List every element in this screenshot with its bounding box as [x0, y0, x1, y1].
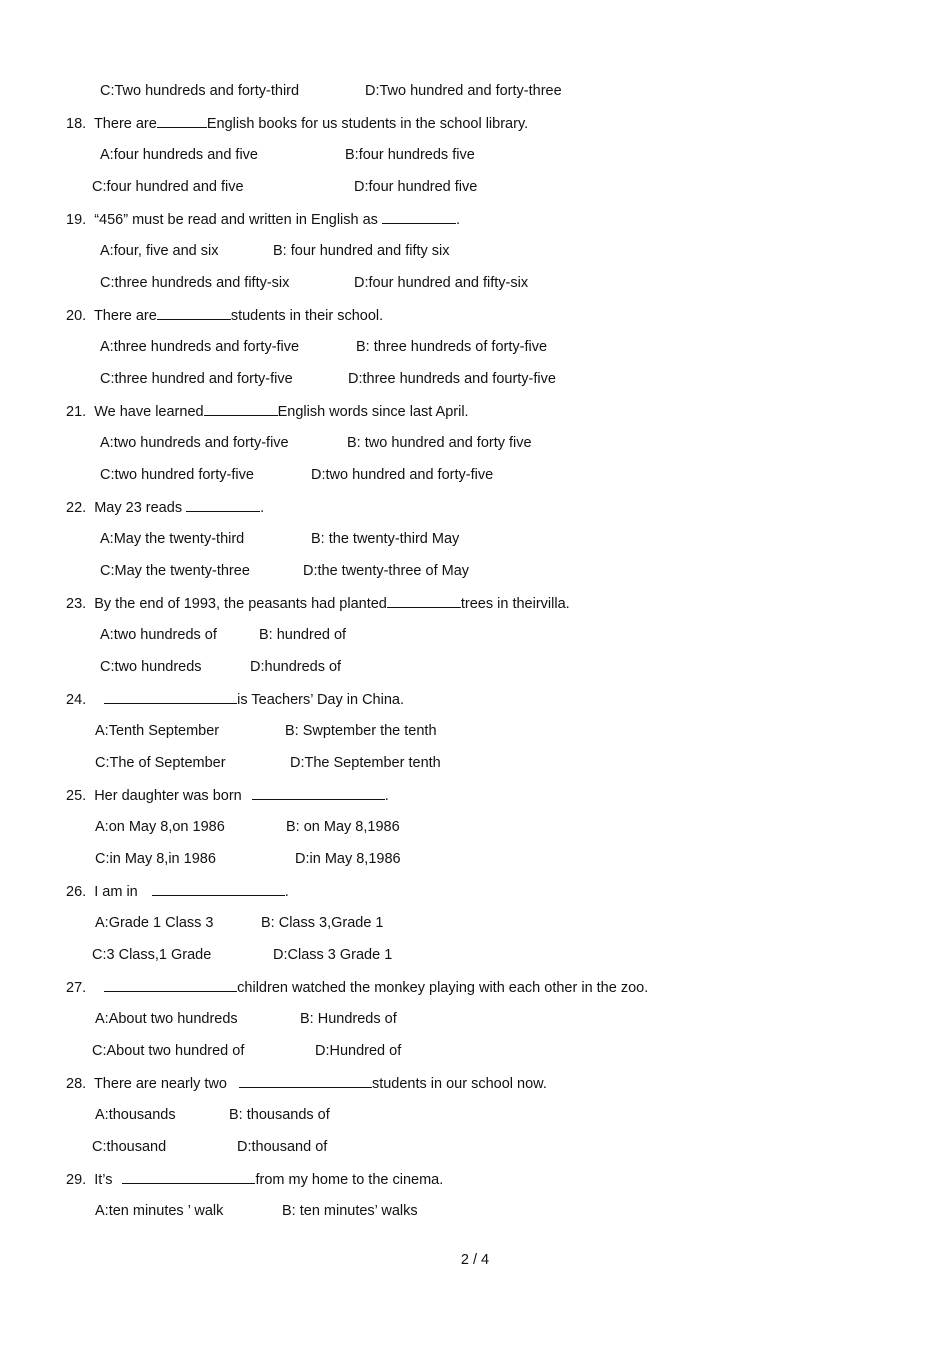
answer-blank: [186, 498, 260, 512]
line-text-after: .: [260, 500, 265, 516]
answer-option: [237, 1138, 327, 1156]
answer-option: [100, 146, 258, 164]
answer-option: [295, 850, 401, 868]
answer-option: [354, 274, 528, 292]
line-text: C:May the twenty-three: [100, 563, 250, 579]
line-text: A:three hundreds and forty-five: [100, 339, 300, 355]
line-text: 20. There are: [66, 308, 157, 324]
question-line: [66, 402, 469, 421]
answer-option: [311, 466, 493, 484]
answer-option: [100, 370, 293, 388]
answer-option: [282, 1202, 418, 1220]
answer-option: [95, 818, 225, 836]
answer-blank: [204, 402, 278, 416]
line-text: D:The September tenth: [290, 755, 441, 771]
question-line: [66, 1170, 443, 1189]
answer-option: [95, 914, 213, 932]
answer-option: [300, 1010, 397, 1028]
answer-option: [259, 626, 346, 644]
answer-blank: [152, 882, 285, 896]
line-text: C:two hundred forty-five: [100, 467, 254, 483]
answer-option: [92, 178, 244, 196]
line-text-after: .: [384, 788, 389, 804]
answer-option: [100, 242, 218, 260]
question-line: [66, 978, 648, 997]
line-text: D:Hundred of: [315, 1043, 402, 1059]
answer-option: [285, 722, 437, 740]
line-text: C:thousand: [92, 1139, 167, 1155]
answer-blank: [157, 306, 231, 320]
line-text: A:four, five and six: [100, 243, 219, 259]
line-text: D:hundreds of: [250, 659, 342, 675]
line-text: D:four hundred five: [354, 179, 478, 195]
line-text: 19. “456” must be read and written in English as: [66, 212, 382, 228]
line-text: B: four hundred and fifty six: [273, 243, 450, 259]
line-text: C:three hundreds and fifty-six: [100, 275, 290, 291]
line-text-after: students in our school now.: [371, 1076, 547, 1092]
line-text-after: from my home to the cinema.: [255, 1172, 444, 1188]
answer-option: [95, 722, 219, 740]
line-text-after: students in their school.: [230, 308, 384, 324]
line-text: A:thousands: [95, 1107, 176, 1123]
answer-blank: [252, 786, 385, 800]
line-text: A:ten minutes ’ walk: [95, 1203, 224, 1219]
question-line: [66, 786, 389, 805]
line-text: A:About two hundreds: [95, 1011, 238, 1027]
line-text: B: Hundreds of: [300, 1011, 397, 1027]
question-line: [66, 210, 460, 229]
question-line: [66, 498, 264, 517]
line-text: C:About two hundred of: [92, 1043, 245, 1059]
line-text: B: three hundreds of forty-five: [356, 339, 548, 355]
answer-option: [345, 146, 475, 164]
answer-option: [273, 242, 450, 260]
line-text-after: is Teachers’ Day in China.: [237, 692, 404, 708]
answer-option: [92, 1042, 244, 1060]
line-text: D:Class 3 Grade 1: [273, 947, 393, 963]
answer-blank: [382, 210, 456, 224]
line-text: B: hundred of: [259, 627, 347, 643]
line-text: A:Grade 1 Class 3: [95, 915, 214, 931]
answer-option: [95, 1010, 238, 1028]
line-text: 24.: [66, 692, 87, 708]
line-text: D:four hundred and fifty-six: [354, 275, 529, 291]
question-line: [66, 882, 289, 901]
line-text-after: trees in theirvilla.: [460, 596, 570, 612]
line-text: 23. By the end of 1993, the peasants had planted: [66, 596, 387, 612]
answer-option: [261, 914, 384, 932]
line-text: A:Tenth September: [95, 723, 220, 739]
answer-option: [356, 338, 547, 356]
answer-option: [92, 1138, 166, 1156]
question-line: [66, 594, 570, 613]
line-text: C:in May 8,in 1986: [95, 851, 216, 867]
answer-option: [286, 818, 400, 836]
line-text: 21. We have learned: [66, 404, 204, 420]
line-text: D:Two hundred and forty-three: [365, 83, 562, 99]
line-text: D:the twenty-three of May: [303, 563, 470, 579]
answer-option: [365, 82, 562, 100]
answer-option: [348, 370, 556, 388]
answer-option: [100, 530, 244, 548]
line-text: C:Two hundreds and forty-third: [100, 83, 300, 99]
answer-option: [290, 754, 441, 772]
answer-option: [100, 434, 289, 452]
answer-blank: [104, 978, 237, 992]
line-text: A:four hundreds and five: [100, 147, 258, 163]
line-text: A:two hundreds and forty-five: [100, 435, 289, 451]
line-text: C:two hundreds: [100, 659, 202, 675]
line-text: A:on May 8,on 1986: [95, 819, 225, 835]
answer-option: [95, 754, 226, 772]
answer-blank: [122, 1170, 255, 1184]
question-line: [66, 1074, 547, 1093]
answer-option: [92, 946, 211, 964]
line-text-after: .: [455, 212, 460, 228]
answer-blank: [387, 594, 461, 608]
answer-option: [273, 946, 392, 964]
answer-option: [100, 82, 299, 100]
line-text: A:May the twenty-third: [100, 531, 245, 547]
answer-option: [100, 338, 299, 356]
answer-blank: [239, 1074, 372, 1088]
line-text: 27.: [66, 980, 87, 996]
line-text: 26. I am in: [66, 884, 138, 900]
answer-option: [95, 1106, 176, 1124]
line-text: B: on May 8,1986: [286, 819, 400, 835]
answer-option: [303, 562, 469, 580]
line-text: B: Swptember the tenth: [285, 723, 437, 739]
answer-option: [95, 850, 216, 868]
line-text: B:four hundreds five: [345, 147, 475, 163]
line-text: C:3 Class,1 Grade: [92, 947, 212, 963]
answer-option: [100, 562, 250, 580]
line-text: 18. There are: [66, 116, 157, 132]
line-text-after: English books for us students in the school library.: [206, 116, 529, 132]
answer-option: [250, 658, 341, 676]
line-text-after: children watched the monkey playing with each other in the zoo.: [237, 980, 649, 996]
answer-option: [100, 626, 217, 644]
answer-option: [100, 658, 202, 676]
answer-blank: [104, 690, 237, 704]
line-text: C:four hundred and five: [92, 179, 244, 195]
answer-option: [315, 1042, 401, 1060]
line-text: B: two hundred and forty five: [347, 435, 532, 451]
line-text: 22. May 23 reads: [66, 500, 187, 516]
answer-option: [354, 178, 477, 196]
line-text: A:two hundreds of: [100, 627, 217, 643]
line-text: 29. It’s: [66, 1172, 113, 1188]
line-text: D:in May 8,1986: [295, 851, 401, 867]
question-line: [66, 306, 383, 325]
line-text: C:The of September: [95, 755, 226, 771]
answer-option: [347, 434, 532, 452]
line-text: B: the twenty-third May: [311, 531, 460, 547]
line-text: B: thousands of: [229, 1107, 330, 1123]
line-text: D:two hundred and forty-five: [311, 467, 494, 483]
page-number: 2 / 4: [460, 1252, 490, 1268]
line-text: D:thousand of: [237, 1139, 328, 1155]
answer-option: [311, 530, 459, 548]
line-text: B: Class 3,Grade 1: [261, 915, 384, 931]
line-text: 28. There are nearly two: [66, 1076, 227, 1092]
question-line: [66, 690, 404, 709]
line-text-after: .: [284, 884, 289, 900]
line-text: D:three hundreds and fourty-five: [348, 371, 556, 387]
line-text: C:three hundred and forty-five: [100, 371, 293, 387]
answer-option: [229, 1106, 330, 1124]
line-text: 25. Her daughter was born: [66, 788, 242, 804]
question-line: [66, 114, 528, 133]
line-text-after: English words since last April.: [277, 404, 469, 420]
line-text: B: ten minutes’ walks: [282, 1203, 418, 1219]
answer-option: [95, 1202, 223, 1220]
answer-blank: [157, 114, 207, 128]
answer-option: [100, 466, 254, 484]
answer-option: [100, 274, 289, 292]
